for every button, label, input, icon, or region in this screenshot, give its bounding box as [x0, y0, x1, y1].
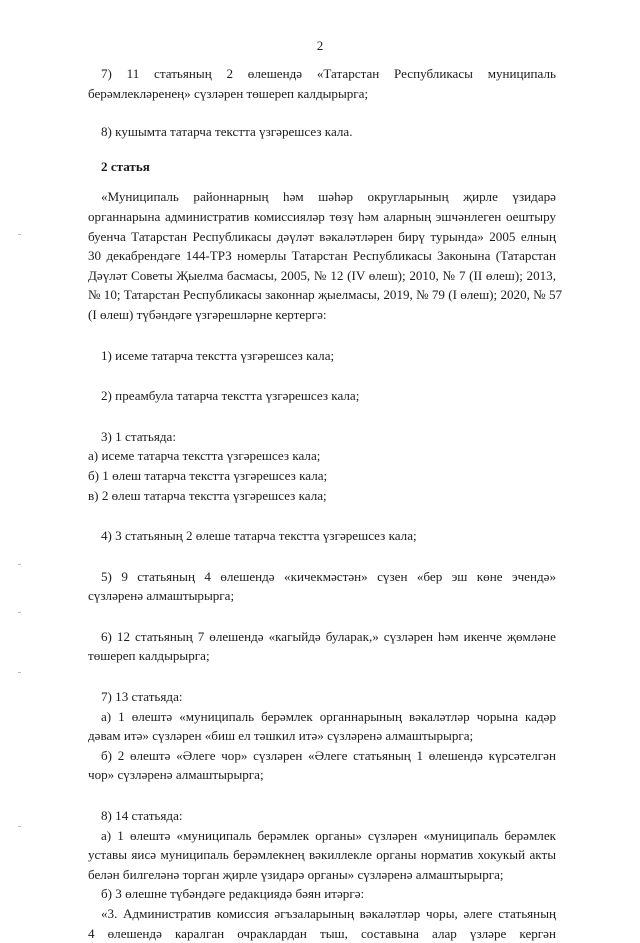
text-line: 1) исеме татарча текстта үзгәрешсез кала;	[101, 347, 335, 363]
margin-mark	[18, 612, 21, 613]
text-line: а) 1 өлештә «муниципаль берәмлек органы» сүзләрен «муниципаль берәмлек	[101, 827, 556, 843]
text-line: № 10; Татарстан Республикасы законнар җыелмасы, 2019, № 79 (I өлеш); 2020, № 57	[88, 287, 563, 303]
heading-text: 2 статья	[101, 158, 150, 174]
text-line: дәвам итә» сүзләрен «биш ел тәшкил итә» сүзләренә алмаштырырга;	[88, 728, 474, 744]
document-body	[88, 64, 563, 943]
text-line: 7) 13 статьяда:	[101, 689, 183, 705]
text-line: «3. Административ комиссия әгъзаларының вәкаләтләр чоры, әлеге статьяның	[101, 906, 556, 921]
item-5	[88, 567, 556, 606]
text-line: «Муниципаль районнарның һәм шәһәр округларының җирле үзидарә	[101, 189, 556, 205]
text-line: уставы яисә муниципаль берәмлекнең вәкиллекле органы норматив хокукый акты	[88, 847, 556, 863]
text-line: 30 декабрендәге 144-ТРЗ номерлы Татарстан Республикасы Законына (Татарстан	[88, 248, 556, 264]
text-line: а) 1 өлештә «муниципаль берәмлек органнарының вәкаләтләр чорына кадәр	[101, 708, 556, 724]
text-line: 8) 14 статьяда:	[101, 808, 183, 824]
text-line: 6) 12 статьяның 7 өлешендә «кагыйдә буларак,» сүзләрен һәм икенче җөмләне	[101, 628, 556, 644]
text-line: 4) 3 статьяның 2 өлеше татарча текстта үзгәрешсез кала;	[101, 528, 417, 544]
text-line: буенча Татарстан Республикасы дәүләт вәкаләтләрен бирү турында» 2005 елның	[88, 228, 556, 244]
text-line: чор» сүзләренә алмаштырырга;	[88, 767, 264, 783]
item-3	[88, 427, 556, 505]
item-6	[88, 627, 556, 666]
text-line: сүзләренә алмаштырырга;	[88, 588, 235, 604]
paragraph-item-7	[88, 64, 556, 103]
text-line: в) 2 өлеш татарча текстта үзгәрешсез кала;	[88, 487, 327, 503]
margin-mark	[18, 564, 21, 565]
text-line: б) 1 өлеш татарча текстта үзгәрешсез кала;	[88, 467, 328, 483]
paragraph-item-8	[88, 122, 556, 142]
text-line: 7) 11 статьяның 2 өлешендә «Татарстан Республикасы муниципаль	[101, 66, 556, 81]
text-line: Дәүләт Советы Җыелма басмасы, 2005, № 12 (IV өлеш); 2010, № 7 (II өлеш); 2013,	[88, 267, 556, 283]
text-line: 3) 1 статьяда:	[101, 428, 176, 444]
item-7	[88, 687, 556, 785]
text-line: 2) преамбула татарча текстта үзгәрешсез кала;	[101, 388, 360, 404]
text-line: 4 өлешендә каралган очраклардан тыш, составына алар үзләре кергән	[88, 925, 556, 941]
text-line: (I өлеш) түбәндәге үзгәрешләрне кертергә:	[88, 306, 327, 322]
text-line: төшереп калдырырга;	[88, 648, 210, 664]
article-heading	[88, 157, 556, 177]
margin-mark	[18, 234, 21, 235]
margin-mark	[18, 826, 21, 827]
item-8	[88, 806, 556, 943]
text-line: белән билгеләнә торган җирле үзидарә органы» сүзләренә алмаштырырга;	[88, 866, 504, 882]
margin-mark	[18, 672, 21, 673]
item-1	[88, 346, 556, 366]
item-2	[88, 386, 556, 406]
text-line: б) 3 өлешне түбәндәге редакциядә бәян итәргә:	[101, 886, 365, 902]
article-2-intro	[88, 187, 563, 324]
text-line: а) исеме татарча текстта үзгәрешсез кала;	[88, 448, 321, 464]
text-line: 8) кушымта татарча текстта үзгәрешсез кала.	[101, 124, 353, 140]
text-line: берәмлекләренең» сүзләрен төшереп калдырырга;	[88, 85, 369, 101]
text-line: 5) 9 статьяның 4 өлешендә «кичекмәстән» сүзен «бер эш көне эчендә»	[101, 568, 556, 584]
item-4	[88, 526, 556, 546]
page-number: 2	[316, 38, 324, 53]
text-line: органнарына административ комиссияләр төзү һәм аларның эшчәнлеген оештыру	[88, 208, 556, 224]
text-line: б) 2 өлештә «Әлеге чор» сүзләрен «Әлеге статьяның 1 өлешендә күрсәтелгән	[101, 747, 556, 763]
